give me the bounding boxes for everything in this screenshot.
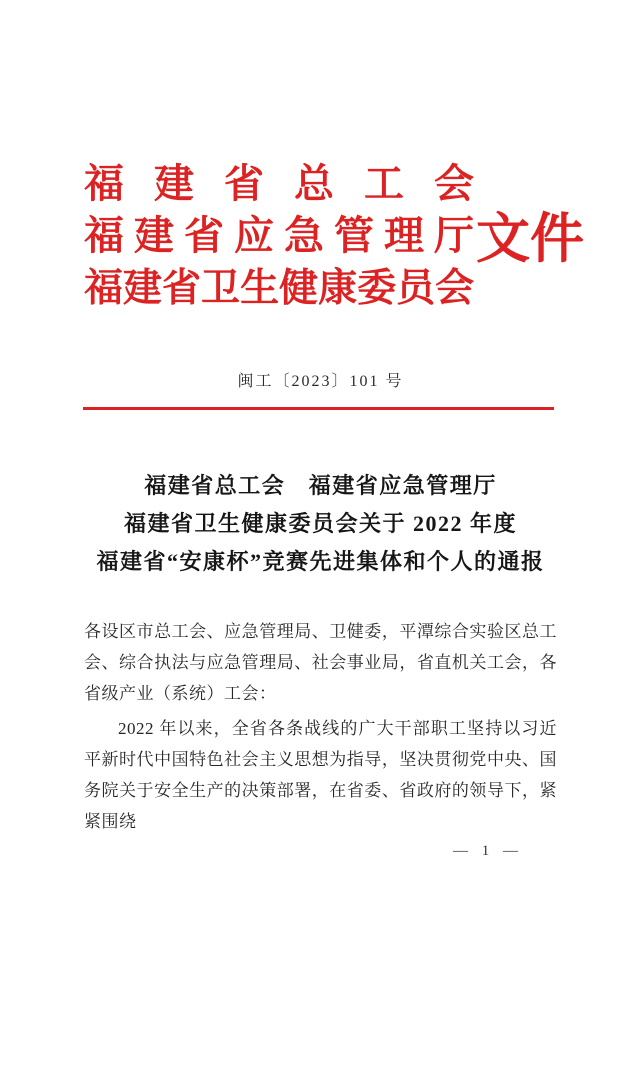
org-name-line-1: 福 建 省 总 工 会: [84, 161, 474, 206]
document-page: [0, 158, 641, 1066]
org-name-line-3: 福 建 省 卫 生 健 康 委 员 会: [84, 266, 475, 310]
title-line-1: 福建省总工会 福建省应急管理厅: [144, 473, 497, 498]
title-line-3: 福建省“安康杯”竞赛先进集体和个人的通报: [96, 549, 545, 574]
document-number: 闽工〔2023〕101 号: [237, 373, 404, 390]
salutation: 各设区市总工会、应急管理局、卫健委，平潭综合实验区总工会、综合执法与应急管理局、社会事业局，省直机关工会，各省级产业（系统）工会：: [84, 622, 557, 703]
body-paragraph: 2022 年以来，全省各条战线的广大干部职工坚持以习近平新时代中国特色社会主义思想为指导，坚决贯彻党中央、国务院关于安全生产的决策部署，在省委、省政府的领导下，紧紧围绕: [84, 719, 557, 831]
document-title: [84, 467, 557, 581]
letterhead: [84, 158, 584, 314]
title-line-2: 福建省卫生健康委员会关于 2022 年度: [123, 511, 517, 536]
issuing-organizations: [84, 158, 474, 314]
org-name-line-2: 福 建 省 应 急 管 理 厅: [84, 213, 474, 258]
page-number: — 1 —: [453, 843, 523, 859]
document-body: [84, 616, 557, 837]
document-word: 文件: [476, 209, 584, 269]
red-divider-line: [83, 407, 554, 410]
